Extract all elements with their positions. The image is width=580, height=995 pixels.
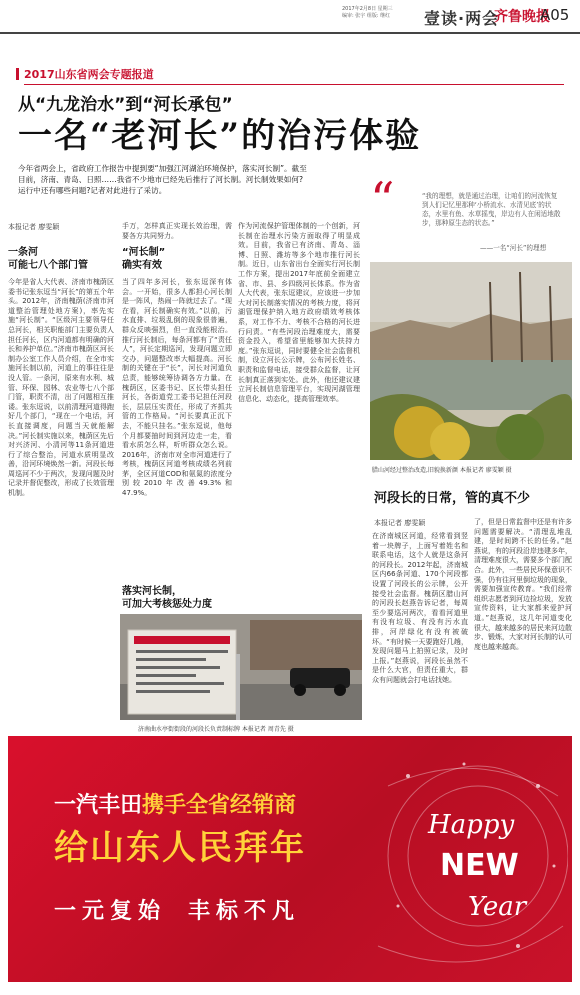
pull-quote: “我的理想，就是通过治理，让咱们的河流恢复到人们记忆里那种‘小桥流水、水清见底’的状态，水里有鱼、水草摇曳，岸边有人在闲适地散步，那种原生态的状态。”: [422, 192, 561, 227]
col2-heading-4: 可加大考核惩处力度: [122, 599, 212, 610]
ad-brand: 一汽丰田: [54, 793, 143, 818]
section2-byline: 本报记者 廖雯颖: [374, 519, 426, 527]
river-sign-image: [120, 614, 362, 720]
ad-line-1: [54, 788, 296, 819]
byline: 本报记者 廖雯颖: [8, 223, 60, 231]
river-image: [370, 262, 572, 460]
ad-new-text: NEW: [440, 848, 519, 883]
sub-title: 从“九龙治水”到“河长承包”: [18, 95, 233, 115]
col2-heading-1: “河长制”: [122, 247, 166, 258]
lead-paragraph: 今年省两会上，省政府工作报告中提到要“加强江河湖泊环境保护，落实河长制”。截至目前，济南、青岛、日照……我省不少地市已经先后推行了河长制。河长制效果如何?运行中还有哪些问题?记者对此进行了采访。: [18, 164, 307, 195]
col2-heading-2: 确实有效: [122, 260, 162, 271]
main-title: 一名“老河长”的治污体验: [18, 116, 422, 156]
banner-divider: [24, 84, 564, 85]
col1-heading-1: 一条河: [8, 247, 38, 258]
photo1-caption: 济南曲水亭街街段的河段长负责制标牌 本报记者 周青先 摄: [138, 726, 294, 733]
col1-body: 今年是省人大代表、济南市槐荫区委书记张东逗当“河长”的第五个年头。2012年，济南槐荫(济南市河道整治管理处地方案)，率先实施“河长制”。“区级河主要领导任总河长，相关职能部门主要负责人担任河长，区内河道都有明确的河长和养护单位。”济南市槐荫区河长制办公室工作人员介绍，在全市实施河长制以前，河道上的事往往是没人管。一条河，原来有水利、城管、环保、园林、农业等七八个部门管，职责不清，出了问题相互推诿。张东逗说，以前清理河道得跑好几个部门，“现在一个电话，河长直接调度，问题当天就能解决。”河长制实施以来，槐荫区先后对兴济河、小清河等11条河道进行了综合整治，河道水质明显改善，沿河环境焕然一新。河段长每周巡河不少于两次，发现问题及时记录并督促整改，形成了长效管理机制。: [8, 278, 114, 498]
pull-quote-source: ——一名“河长”的理想: [480, 244, 547, 252]
ad-line-3: [54, 894, 322, 925]
section2-col-b: 了，但是日常监督中还是有许多问题需要解决。“清理乱堆乱建，是时间跨不长的任务。”赵燕说，有的河段沿岸违建多年，清理难度很大，需要多个部门配合。此外，一些居民环保意识不强，仍有往河里倒垃圾的现象，需要加强宣传教育。“我们经常组织志愿者到河边捡垃圾，发放宣传资料，让大家都来爱护河道。”赵燕说，这几年河道变化很大，越来越多的居民来河边散步、锻炼，大家对河长制的认可度也越来越高。: [474, 518, 572, 651]
col2-body-2: 当了四年多河长，张东逗深有体会。一开始，很多人都担心河长制是一阵风，热闹一阵就过去了。“现在看，河长制确实有效。”以前，污水直排、垃圾乱倒的现象很普遍，群众反映强烈，但一直没能根治。推行河长制后，每条河都有了“责任人”，河长定期巡河，发现问题立即交办，问题整改率大幅提高。河长制的关键在于“长”，河长对河道负总责，能够统筹协调各方力量。在槐荫区，区委书记、区长带头担任河长，各街道党工委书记担任河段长，层层压实责任，形成了齐抓共管的工作格局。“河长要真正沉下去，不能只挂名。”张东逗说，他每个月都要抽时间到河边走一走，看看水质怎么样，听听群众怎么说。2016年，济南市对全市河道进行了考核，槐荫区河道考核成绩名列前茅，全区河道COD和氨氮的浓度分别较2010年改善49.3%和47.9%。: [122, 278, 232, 498]
header-editor: 编审: 张宇 组版: 继红: [342, 13, 391, 19]
paper-logo: 齐鲁晚报: [494, 9, 550, 25]
section2-col-a: 在济南城区河道，经常看到竖着一块牌子，上面写着姓名和联系电话，这个人就是这条河的河段长。2012年起，济南城区内66条河道、170个河段都设置了河段长的公示牌，公开接受社会监督。槐荫区腊山河的河段长赵燕告诉记者，每周至少要巡河两次，看看河道里有没有垃圾、有没有污水直排，河岸绿化有没有被破坏。“有时候一天要跑好几趟，发现问题马上拍照记录，及时上报。”赵燕说，河段长虽然不是什么大官，但责任重大，群众有问题就会打电话找她。: [372, 532, 468, 684]
col3-body: 作为河流保护管理体制的一个创新，河长制在治理水污染方面取得了明显成效。目前，我省已有济南、青岛、淄博、日照、潍坊等多个地市推行河长制。近日，山东省出台全面实行河长制工作方案，提出2017年底前全面建立省、市、县、乡四级河长体系。作为省人大代表，张东逗建议，应该进一步加大对河长制落实情况的考核力度，将河湖管理保护纳入地方政府绩效考核体系，对工作不力、考核不合格的河长进行问责。“有些河段治理难度大，需要资金投入，希望省里能够加大扶持力度。”张东逗说，同时要健全社会监督机制，设立河长公示牌，公布河长姓名、职责和监督电话，接受群众监督，让河长制真正落到实处。此外，他还建议建立河长制信息管理平台，实现河湖管理信息化、动态化，提高管理效率。: [238, 222, 360, 403]
ad-slogan-1: 一元复始: [54, 898, 167, 924]
col2-heading-3: 落实河长制，: [122, 586, 182, 597]
ad-line-2: 给山东人民拜年: [54, 828, 306, 868]
ad-year-text: Year: [468, 892, 527, 922]
col1-heading-2: 可能七八个部门管: [8, 260, 88, 271]
river-photo: [370, 262, 572, 460]
photo2-caption: 腊山河经过整治改造,旧貌换新颜 本报记者 廖雯颖 摄: [372, 467, 512, 474]
ad-partner: 携手全省经销商: [142, 793, 297, 818]
header-rule: [0, 32, 580, 34]
ad-slogan-2: 丰标不凡: [188, 898, 301, 924]
banner-title: 2017山东省两会专题报道: [24, 68, 154, 81]
section2-title: 河段长的日常，管的真不少: [374, 491, 531, 506]
banner-marker: [16, 68, 19, 80]
river-sign-photo: [120, 614, 362, 720]
quote-mark-icon: “: [370, 172, 395, 228]
col2-body-1: 手万，怎样真正实现长效治理，需要各方共同努力。: [122, 222, 232, 240]
ad-happy-text: Happy: [428, 810, 515, 840]
page-number: A05: [540, 6, 570, 24]
section-name: 壹读·两会: [424, 9, 500, 28]
header-meta: [342, 6, 422, 20]
toyota-ad[interactable]: [8, 736, 572, 982]
header-date: 2017年2月8日 星期三: [342, 6, 393, 12]
